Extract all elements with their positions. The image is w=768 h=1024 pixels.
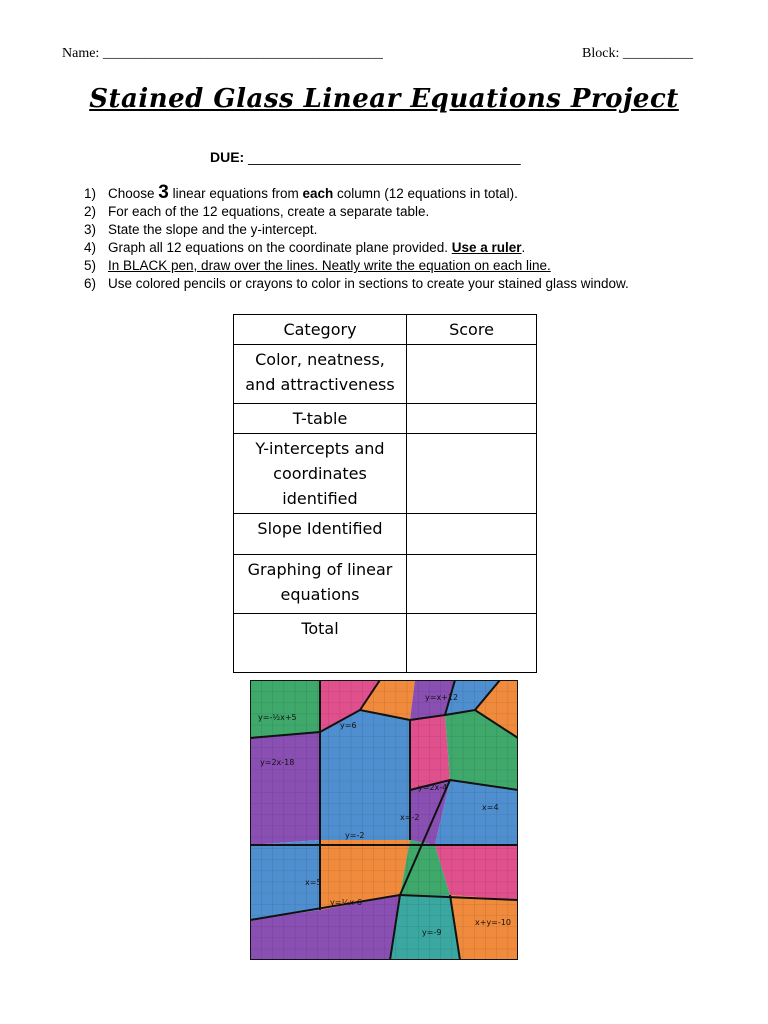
instructions-list: [84, 184, 724, 293]
table-row: [234, 514, 537, 555]
score-cell[interactable]: [407, 555, 537, 614]
instruction-number: 4): [84, 240, 97, 255]
score-cell[interactable]: [407, 345, 537, 404]
instruction-number: 5): [84, 258, 97, 273]
due-blank[interactable]: ___________________________________: [248, 149, 521, 165]
instruction-number: 2): [84, 204, 97, 219]
category-cell: [234, 404, 407, 434]
table-row: [234, 614, 537, 673]
category-line: identified: [282, 489, 358, 508]
table-row: [234, 345, 537, 404]
instruction-item: [84, 239, 724, 257]
category-line: Slope Identified: [257, 519, 383, 538]
equation-label: y=¼x-6: [330, 898, 362, 907]
instruction-item: [84, 184, 724, 203]
instruction-emphasis: each: [302, 186, 334, 201]
due-label: DUE:: [210, 149, 245, 165]
instruction-item: [84, 203, 724, 221]
equation-label: y=-2: [345, 831, 365, 840]
equation-label: y=-9: [422, 928, 442, 937]
stained-glass-artwork: [250, 680, 518, 960]
instruction-item: [84, 275, 724, 293]
table-row: [234, 434, 537, 514]
score-header: Score: [407, 315, 537, 345]
instruction-text: column (12 equations in total).: [333, 186, 518, 201]
block-field[interactable]: Block: __________: [582, 46, 693, 61]
instruction-text: Choose: [108, 186, 159, 201]
name-field[interactable]: Name: ________________________________________: [62, 46, 383, 61]
instruction-number: 1): [84, 186, 97, 201]
equation-label: y=6: [340, 721, 357, 730]
instruction-text: State the slope and the y-intercept.: [108, 222, 318, 237]
equation-label: y=2x-4: [418, 783, 448, 792]
instruction-text: In BLACK pen, draw over the lines. Neatly write the equation on each line.: [108, 258, 551, 273]
category-line: equations: [280, 585, 360, 604]
category-line: Graphing of linear: [247, 560, 393, 579]
equation-label: x+y=-10: [475, 918, 511, 927]
instruction-number: 6): [84, 276, 97, 291]
category-cell: [234, 614, 407, 673]
category-line: Y-intercepts and: [255, 439, 385, 458]
score-cell[interactable]: [407, 614, 537, 673]
equation-label: y=x+12: [425, 693, 459, 702]
category-line: T-table: [292, 409, 348, 428]
score-cell[interactable]: [407, 514, 537, 555]
instruction-text: Graph all 12 equations on the coordinate plane provided.: [108, 240, 452, 255]
category-cell: [234, 514, 407, 555]
page-title: Stained Glass Linear Equations Project: [89, 84, 679, 114]
category-line: coordinates: [273, 464, 367, 483]
instruction-item: [84, 257, 724, 275]
category-cell: [234, 345, 407, 404]
instruction-text: .: [521, 240, 526, 255]
equation-label: x=-2: [400, 813, 420, 822]
instruction-emphasis: 3: [158, 182, 169, 203]
score-cell[interactable]: [407, 434, 537, 514]
instruction-number: 3): [84, 222, 97, 237]
category-line: Color, neatness,: [255, 350, 385, 369]
rubric-table: [233, 314, 537, 673]
rubric-header-row: [234, 315, 537, 345]
equation-label: x=4: [482, 803, 499, 812]
instruction-text: Use colored pencils or crayons to color in sections to create your stained glass window.: [108, 276, 629, 291]
equation-label: x=5: [305, 878, 322, 887]
category-line: and attractiveness: [245, 375, 395, 394]
instruction-emphasis: Use a ruler: [451, 240, 522, 255]
category-line: Total: [301, 619, 339, 638]
equation-label: y=-½x+5: [258, 713, 297, 722]
due-line: [210, 149, 521, 165]
category-cell: [234, 434, 407, 514]
category-cell: [234, 555, 407, 614]
table-row: [234, 555, 537, 614]
instruction-text: linear equations from: [168, 186, 303, 201]
instruction-item: [84, 221, 724, 239]
equation-label: y=2x-18: [260, 758, 295, 767]
category-header: Category: [234, 315, 407, 345]
table-row: [234, 404, 537, 434]
instruction-text: For each of the 12 equations, create a separate table.: [108, 204, 430, 219]
score-cell[interactable]: [407, 404, 537, 434]
